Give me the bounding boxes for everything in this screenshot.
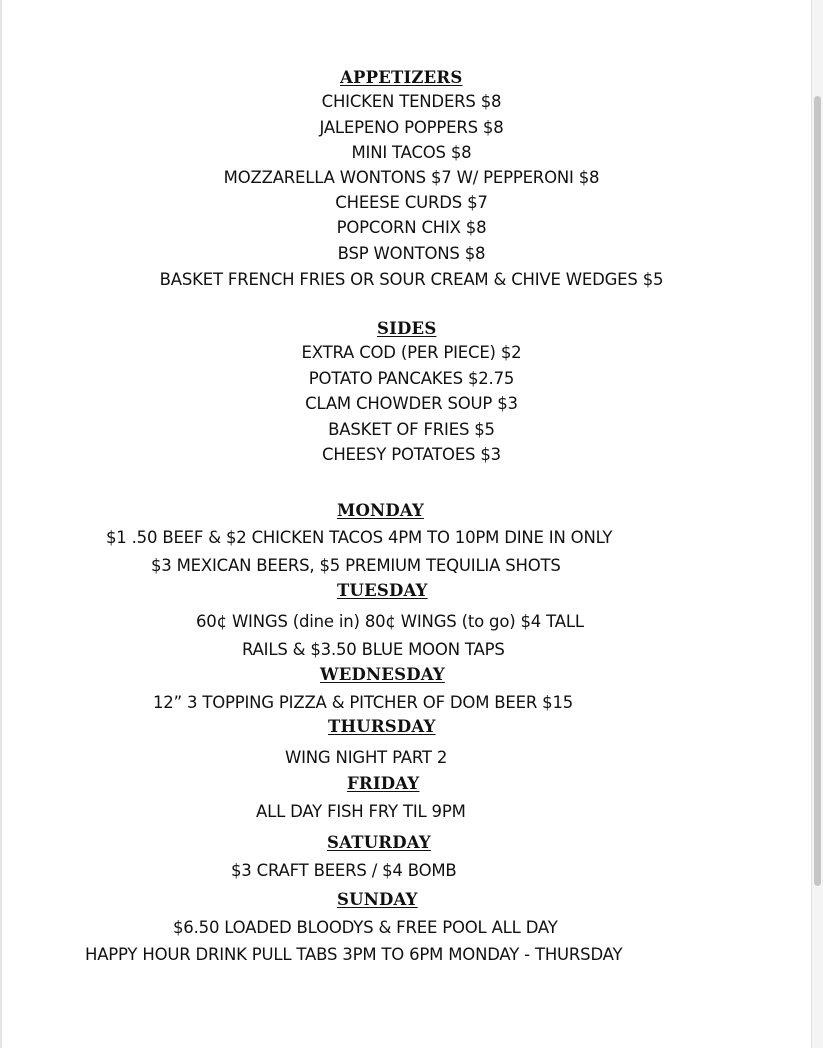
- happy-hour-note: HAPPY HOUR DRINK PULL TABS 3PM TO 6PM MONDAY - THURSDAY: [85, 945, 623, 964]
- appetizer-item: MINI TACOS $8: [351, 143, 472, 162]
- sunday-heading: SUNDAY: [337, 890, 418, 909]
- friday-heading: FRIDAY: [347, 774, 420, 793]
- thursday-special: WING NIGHT PART 2: [285, 748, 448, 767]
- monday-special: $1 .50 BEEF & $2 CHICKEN TACOS 4PM TO 10PM DINE IN ONLY: [106, 528, 613, 547]
- wednesday-heading: WEDNESDAY: [320, 665, 445, 684]
- side-item: CHEESY POTATOES $3: [322, 445, 501, 464]
- wednesday-special: 12” 3 TOPPING PIZZA & PITCHER OF DOM BEER $15: [153, 693, 574, 712]
- saturday-special: $3 CRAFT BEERS / $4 BOMB: [231, 861, 457, 880]
- appetizer-item: MOZZARELLA WONTONS $7 W/ PEPPERONI $8: [223, 168, 600, 187]
- saturday-heading: SATURDAY: [327, 833, 431, 852]
- side-item: CLAM CHOWDER SOUP $3: [305, 394, 518, 413]
- appetizer-item: BASKET FRENCH FRIES OR SOUR CREAM & CHIVE WEDGES $5: [159, 270, 664, 289]
- side-item: EXTRA COD (PER PIECE) $2: [301, 343, 522, 362]
- appetizers-heading: APPETIZERS: [340, 68, 463, 87]
- appetizer-item: BSP WONTONS $8: [337, 244, 486, 263]
- appetizer-item: JALEPENO POPPERS $8: [319, 118, 504, 137]
- appetizer-item: POPCORN CHIX $8: [336, 218, 487, 237]
- tuesday-special: 60¢ WINGS (dine in) 80¢ WINGS (to go) $4 TALL: [196, 612, 584, 631]
- friday-special: ALL DAY FISH FRY TIL 9PM: [256, 802, 466, 821]
- side-item: POTATO PANCAKES $2.75: [308, 369, 515, 388]
- appetizer-item: CHEESE CURDS $7: [335, 193, 488, 212]
- tuesday-heading: TUESDAY: [337, 581, 428, 600]
- side-item: BASKET OF FRIES $5: [328, 420, 495, 439]
- thursday-heading: THURSDAY: [328, 717, 436, 736]
- monday-heading: MONDAY: [337, 501, 424, 520]
- monday-special: $3 MEXICAN BEERS, $5 PREMIUM TEQUILIA SHOTS: [151, 556, 561, 575]
- sunday-special: $6.50 LOADED BLOODYS & FREE POOL ALL DAY: [173, 918, 558, 937]
- sides-heading: SIDES: [377, 319, 437, 338]
- appetizer-item: CHICKEN TENDERS $8: [321, 92, 502, 111]
- tuesday-special: RAILS & $3.50 BLUE MOON TAPS: [242, 640, 505, 659]
